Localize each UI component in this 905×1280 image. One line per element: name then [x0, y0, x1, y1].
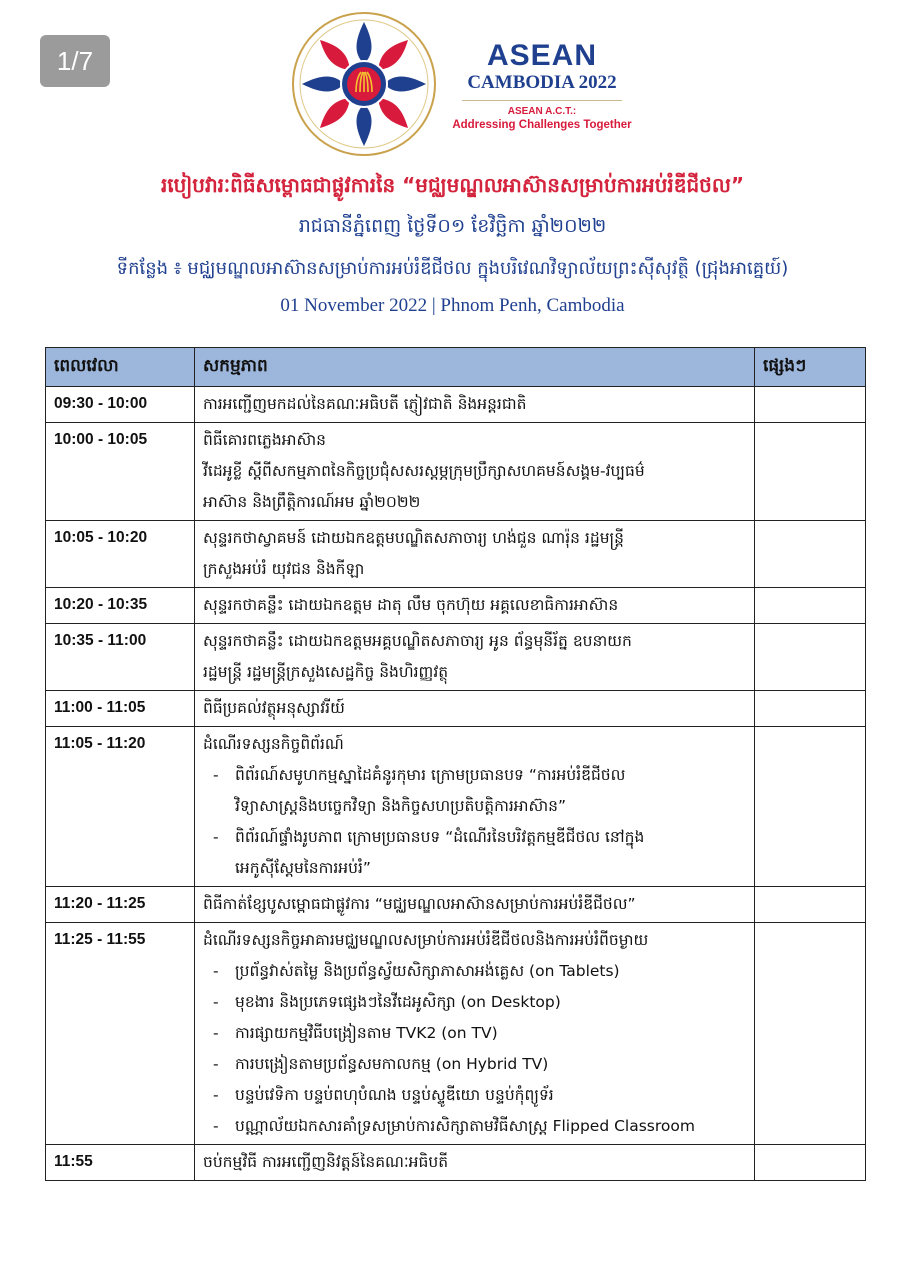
bullet-line: - មុខងារ និងប្រភេទផ្សេងៗនៃវីដេអូសិក្សា (on Desktop): [235, 993, 561, 1011]
bullet-line: - បន្ទប់វេទិកា បន្ទប់ពហុបំណង បន្ទប់ស្ទូឌីយោ បន្ទប់កុំព្យូទ័រ: [235, 1086, 554, 1104]
row-other: [755, 588, 866, 624]
activity-line: ពិធីកាត់ខ្សែបូសម្ពោធជាផ្លូវការ “មជ្ឈមណ្ឌលអាស៊ានសម្រាប់ការអប់រំឌីជីថល”: [203, 895, 636, 913]
row-activity: [195, 624, 755, 691]
activity-line: វីដេអូខ្លី ស្តីពីសកម្មភាពនៃកិច្ចប្រជុំសសរស្តម្ភក្រុមប្រឹក្សាសហគមន៍សង្គម-វប្បធម៌: [203, 462, 645, 480]
row-other: [755, 423, 866, 521]
activity-line: សុន្ទរកថាស្វាគមន៍ ដោយឯកឧត្តមបណ្ឌិតសភាចារ្យ ហង់ជួន ណារ៉ុន រដ្ឋមន្ត្រី: [203, 529, 624, 547]
bullet-item: [203, 1049, 746, 1080]
row-time: 10:35 - 11:00: [46, 624, 195, 691]
header-activity: សកម្មភាព: [195, 348, 755, 387]
row-activity: [195, 588, 755, 624]
row-other: [755, 521, 866, 588]
activity-line: អាស៊ាន និងព្រឹត្តិការណ៍អម ឆ្នាំ២០២២: [203, 493, 421, 511]
row-time: 11:20 - 11:25: [46, 887, 195, 923]
row-activity: [195, 887, 755, 923]
activity-line: សុន្ទរកថាគន្លឹះ ដោយឯកឧត្តមអគ្គបណ្ឌិតសភាចារ្យ អូន ព័ន្ធមុនីរ័ត្ន ឧបនាយក: [203, 632, 632, 650]
bullet-item: [203, 1080, 746, 1111]
table-row: [46, 387, 866, 423]
table-row: [46, 521, 866, 588]
row-time: 11:00 - 11:05: [46, 691, 195, 727]
table-row: [46, 588, 866, 624]
row-other: [755, 727, 866, 887]
row-other: [755, 624, 866, 691]
table-header-row: [46, 348, 866, 387]
bullet-item: [203, 1111, 746, 1142]
activity-line: ដំណើរទស្សនកិច្ចពិព័រណ៍: [203, 735, 344, 753]
table-row: [46, 727, 866, 887]
bullet-item: [203, 760, 746, 822]
activity-bullets: [203, 760, 746, 884]
bullet-item: [203, 987, 746, 1018]
row-activity: [195, 1145, 755, 1181]
page-counter: 1/7: [40, 35, 110, 87]
table-row: [46, 624, 866, 691]
row-time: 10:20 - 10:35: [46, 588, 195, 624]
table-row: [46, 887, 866, 923]
table-row: [46, 923, 866, 1145]
row-other: [755, 887, 866, 923]
activity-line: ពិធីគោរពភ្លេងអាស៊ាន: [203, 431, 326, 449]
activity-line: ដំណើរទស្សនកិច្ចអាគារមជ្ឈមណ្ឌលសម្រាប់ការអប់រំឌីជីថលនិងការអប់រំពីចម្ងាយ: [203, 931, 649, 949]
bullet-line: - ការបង្រៀនតាមប្រព័ន្ធសមកាលកម្ម (on Hybrid TV): [235, 1055, 549, 1073]
row-other: [755, 387, 866, 423]
asean-cambodia-emblem: [290, 10, 438, 158]
bullet-line: - ពិព័រណ៍សមូហកម្មស្នាដៃគំនូរកុមារ ក្រោមប្រធានបទ “ការអប់រំឌីជីថល: [235, 766, 626, 784]
row-activity: [195, 727, 755, 887]
activity-line: ពិធីប្រគល់វត្ថុអនុស្សាវរីយ៍: [203, 699, 345, 717]
venue: ទីកន្លែង ៖ មជ្ឈមណ្ឌលអាស៊ានសម្រាប់ការអប់រំឌីជីថល ក្នុងបរិវេណវិទ្យាល័យព្រះស៊ីសុវត្ថិ (ជ្រុងអាគ្នេយ៍): [116, 258, 789, 279]
bullet-line: - ប្រព័ន្ធវាស់តម្លៃ និងប្រព័ន្ធស្វ័យសិក្សាភាសាអង់គ្លេស (on Tablets): [235, 962, 620, 980]
row-activity: [195, 423, 755, 521]
brand-tagline: Addressing Challenges Together: [452, 119, 632, 131]
row-other: [755, 691, 866, 727]
brand-title: ASEAN: [486, 39, 597, 72]
row-time: 11:55: [46, 1145, 195, 1181]
header-time: ពេលវេលា: [46, 348, 195, 387]
row-time: 10:00 - 10:05: [46, 423, 195, 521]
date-english: 01 November 2022 | Phnom Penh, Cambodia: [280, 295, 625, 316]
activity-line: ចប់កម្មវិធី ការអញ្ជើញនិវត្តន៍នៃគណៈអធិបតី: [203, 1153, 449, 1171]
row-activity: [195, 521, 755, 588]
row-activity: [195, 691, 755, 727]
bullet-line: - បណ្ណាល័យឯកសារគាំទ្រសម្រាប់ការសិក្សាតាមវិធីសាស្ត្រ Flipped Classroom: [235, 1117, 695, 1135]
table-row: [46, 1145, 866, 1181]
activity-line: សុន្ទរកថាគន្លឹះ ដោយឯកឧត្តម ដាតុ លឹម ចុកហ៊ុយ អគ្គលេខាធិការអាស៊ាន: [203, 596, 619, 614]
bullet-line: - ពិព័រណ៍ផ្ទាំងរូបភាព ក្រោមប្រធានបទ “ដំណើរនៃបរិវត្តកម្មឌីជីថល នៅក្នុង: [235, 828, 645, 846]
activity-line: ក្រសួងអប់រំ យុវជន និងកីឡា: [203, 560, 365, 578]
asean-brand: [452, 40, 632, 132]
row-time: 10:05 - 10:20: [46, 521, 195, 588]
table-row: [46, 691, 866, 727]
bullet-line: អេកូស៊ីស្តែមនៃការអប់រំ”: [235, 859, 371, 877]
bullet-line: - ការផ្សាយកម្មវិធីបង្រៀនតាម TVK2 (on TV): [235, 1024, 498, 1042]
row-time: 11:25 - 11:55: [46, 923, 195, 1145]
agenda-title: របៀបវារៈពិធីសម្ពោធជាផ្លូវការនៃ “មជ្ឈមណ្ឌលអាស៊ានសម្រាប់ការអប់រំឌីជីថល”: [160, 173, 745, 197]
header-other: ផ្សេងៗ: [755, 348, 866, 387]
activity-bullets: [203, 956, 746, 1142]
brand-act: ASEAN A.C.T.:: [507, 106, 577, 117]
row-activity: [195, 923, 755, 1145]
bullet-line: វិទ្យាសាស្ត្រនិងបច្ចេកវិទ្យា និងកិច្ចសហប្រតិបត្តិការអាស៊ាន”: [235, 797, 567, 815]
city-date: រាជធានីភ្នំពេញ ថ្ងៃទី០១ ខែវិច្ឆិកា ឆ្នាំ២០២២: [298, 215, 607, 237]
bullet-item: [203, 822, 746, 884]
bullet-item: [203, 1018, 746, 1049]
activity-line: ការអញ្ជើញមកដល់នៃគណៈអធិបតី ភ្ញៀវជាតិ និងអន្តរជាតិ: [203, 395, 527, 413]
activity-line: រដ្ឋមន្ត្រី រដ្ឋមន្ត្រីក្រសួងសេដ្ឋកិច្ច និងហិរញ្ញវត្ថុ: [203, 663, 449, 681]
row-time: 09:30 - 10:00: [46, 387, 195, 423]
bullet-item: [203, 956, 746, 987]
row-activity: [195, 387, 755, 423]
row-other: [755, 923, 866, 1145]
row-time: 11:05 - 11:20: [46, 727, 195, 887]
brand-subtitle: CAMBODIA 2022: [467, 72, 617, 93]
agenda-table: [45, 347, 866, 1181]
row-other: [755, 1145, 866, 1181]
table-row: [46, 423, 866, 521]
brand-divider: [462, 100, 622, 101]
